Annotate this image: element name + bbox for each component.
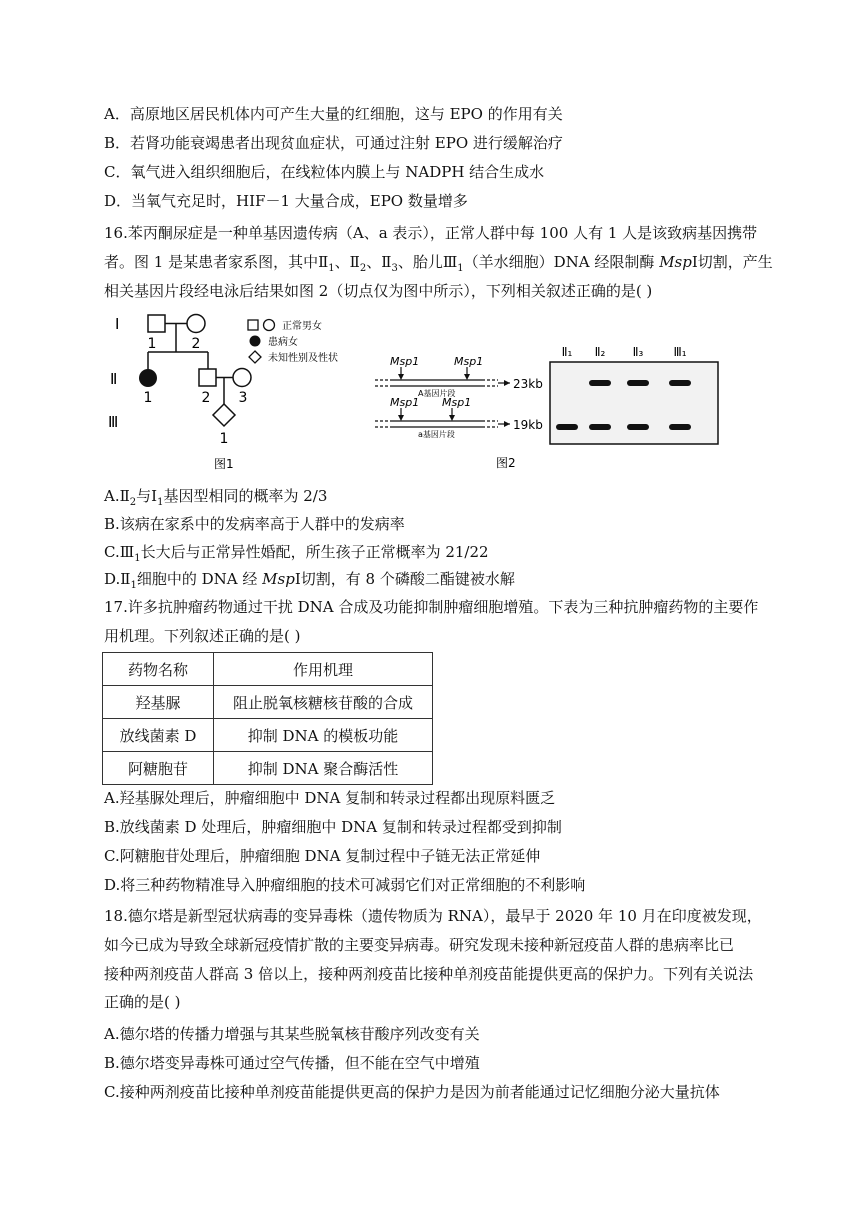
q18-option-a: A.德尔塔的传播力增强与其某些脱氧核苷酸序列改变有关: [104, 1025, 480, 1043]
fig1-caption: 图1: [214, 457, 234, 471]
q18-stem-line4: 正确的是( ): [104, 993, 181, 1011]
svg-text:1: 1: [219, 431, 229, 447]
gel-band: [589, 380, 611, 386]
legend-unknown-label: 未知性别及性状: [268, 353, 338, 364]
svg-text:1: 1: [147, 336, 157, 352]
gel-band: [669, 424, 691, 430]
pedigree-ii2-male: [199, 369, 216, 386]
drug-name-cell: 羟基脲: [103, 686, 214, 719]
q16-stem-line3: 相关基因片段经电泳后结果如图 2（切点仅为图中所示），下列相关叙述正确的是( ): [104, 282, 653, 300]
legend-unknown-icon: [249, 351, 261, 363]
q15-option-c: C．氧气进入组织细胞后，在线粒体内膜上与 NADPH 结合生成水: [104, 163, 545, 181]
a-allele-fragment-label: a基因片段: [418, 430, 455, 439]
q16-option-a: $A.Ⅱ_2$与$Ⅰ_1$基因型相同的概率为 2/3: [104, 487, 328, 508]
q18-stem-line3: 接种两剂疫苗人群高 3 倍以上，接种两剂疫苗比接种单剂疫苗能提供更高的保护力。下列有关说法: [104, 965, 754, 983]
gel-lane-label: Ⅱ₃: [632, 345, 644, 359]
q18-option-c: C.接种两剂疫苗比接种单剂疫苗能提供更高的保护力是因为前者能通过记忆细胞分泌大量抗体: [104, 1083, 720, 1101]
msp1-site-label: Msp1: [442, 396, 472, 409]
pedigree-i1-male: [148, 315, 165, 332]
gel-band: [589, 424, 611, 430]
a-gene-fragment-label: A基因片段: [418, 389, 456, 398]
gel-band: [627, 424, 649, 430]
gel-lane-label: Ⅲ₁: [673, 345, 687, 359]
table-header-row: [103, 653, 433, 686]
pedigree-iii1-unknown: [213, 404, 235, 426]
mechanism-cell: 阻止脱氧核糖核苷酸的合成: [214, 686, 433, 719]
drug-name-cell: 阿糖胞苷: [103, 752, 214, 785]
pedigree-ii1-affected-female: [139, 369, 157, 387]
q16-stem-line1: 16.苯丙酮尿症是一种单基因遗传病（A、a 表示），正常人群中每 100 人有 1 人是该致病基因携带: [104, 224, 758, 242]
q17-option-c: C.阿糖胞苷处理后，肿瘤细胞 DNA 复制过程中子链无法正常延伸: [104, 847, 541, 865]
fig2-caption: 图2: [496, 456, 516, 470]
gel-lane-labels: [562, 345, 687, 359]
q17-option-b: B.放线菌素 D 处理后，肿瘤细胞中 DNA 复制和转录过程都受到抑制: [104, 818, 562, 836]
gel-box: [550, 362, 718, 444]
msp1-site-label: Msp1: [390, 396, 420, 409]
q18-stem-line2: 如今已成为导致全球新冠疫情扩散的主要变异病毒。研究发现未接种新冠疫苗人群的患病率比已: [104, 936, 735, 954]
msp1-site-label: Msp1: [454, 355, 484, 368]
q16-option-b: B.该病在家系中的发病率高于人群中的发病率: [104, 515, 405, 533]
svg-text:2: 2: [201, 390, 211, 406]
gel-band: [627, 380, 649, 386]
drug-mechanism-table: [102, 652, 433, 785]
q15-option-a: A．高原地区居民机体内可产生大量的红细胞，这与 EPO 的作用有关: [104, 105, 563, 123]
q16-option-d: $D.Ⅱ_1$细胞中的 DNA 经 MspⅠ切割，有 8 个磷酸二酯键被水解: [104, 570, 515, 591]
q17-stem-line1: 17.许多抗肿瘤药物通过干扰 DNA 合成及功能抑制肿瘤细胞增殖。下表为三种抗肿瘤药物的主要作: [104, 598, 759, 616]
table-header-drug: 药物名称: [103, 653, 214, 686]
q17-stem-line2: 用机理。下列叙述正确的是( ): [104, 627, 301, 645]
svg-text:1: 1: [143, 390, 153, 406]
q17-option-d: D.将三种药物精准导入肿瘤细胞的技术可减弱它们对正常细胞的不利影响: [104, 876, 586, 894]
q15-option-b: B．若肾功能衰竭患者出现贫血症状，可通过注射 EPO 进行缓解治疗: [104, 134, 563, 152]
size-19kb-label: 19kb: [513, 418, 543, 432]
table-row: [103, 719, 433, 752]
q15-option-d: D．当氧气充足时，HIF－1 大量合成，EPO 数量增多: [104, 192, 468, 210]
q18-stem-line1: 18.德尔塔是新型冠状病毒的变异毒株（遗传物质为 RNA），最早于 2020 年 10 月在印度被发现，: [104, 907, 762, 925]
q18-option-b: B.德尔塔变异毒株可通过空气传播，但不能在空气中增殖: [104, 1054, 480, 1072]
gel-band: [556, 424, 578, 430]
pedigree-ii3-female: [233, 369, 251, 387]
electrophoresis-figure: [370, 340, 730, 473]
q17-option-a: A.羟基脲处理后，肿瘤细胞中 DNA 复制和转录过程都出现原料匮乏: [104, 789, 556, 807]
q16-stem-line2: 者。图 1 是某患者家系图，其中$Ⅱ_1$、$Ⅱ_2$、$Ⅱ_3$、胎儿$Ⅲ_1$（羊水细胞）DNA 经限制酶 MspⅠ切割，产生: [104, 253, 773, 274]
gen-label-ii: Ⅱ: [110, 370, 118, 388]
mechanism-cell: 抑制 DNA 的模板功能: [214, 719, 433, 752]
table-header-mechanism: 作用机理: [214, 653, 433, 686]
gel-band: [669, 380, 691, 386]
msp1-site-label: Msp1: [390, 355, 420, 368]
drug-name-cell: 放线菌素 D: [103, 719, 214, 752]
q16-option-c: $C.Ⅲ_1$长大后与正常异性婚配，所生孩子正常概率为 21/22: [104, 543, 489, 564]
legend-affected-label: 患病女: [268, 337, 298, 348]
gel-lane-label: Ⅱ₁: [561, 345, 573, 359]
pedigree-i2-female: [187, 315, 205, 333]
size-23kb-label: 23kb: [513, 377, 543, 391]
gel-lane-label: Ⅱ₂: [594, 345, 606, 359]
legend-normal-label: 正常男女: [282, 321, 322, 332]
svg-text:2: 2: [191, 336, 201, 352]
svg-text:3: 3: [238, 390, 248, 406]
gen-label-iii: Ⅲ: [108, 413, 119, 431]
table-row: [103, 686, 433, 719]
legend-affected-icon: [250, 336, 261, 347]
mechanism-cell: 抑制 DNA 聚合酶活性: [214, 752, 433, 785]
table-row: [103, 752, 433, 785]
gen-label-i: Ⅰ: [115, 315, 120, 333]
pedigree-figure: [100, 308, 380, 473]
